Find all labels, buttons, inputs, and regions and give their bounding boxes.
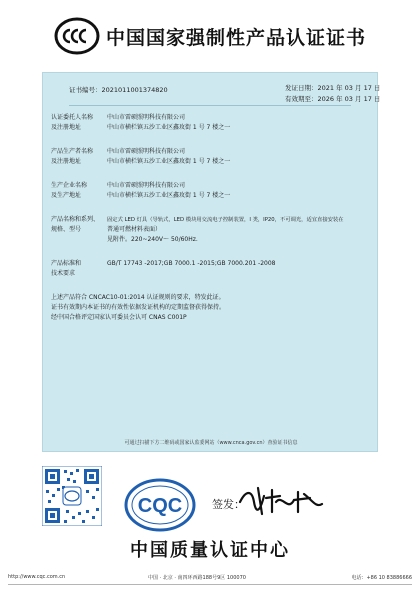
signatory-label: 签发： xyxy=(212,498,245,511)
producer-label: 产品生产者名称 xyxy=(51,148,94,155)
footer-divider xyxy=(8,584,412,585)
certificate-number-value: 2021011001374820 xyxy=(101,86,168,94)
producer-name: 中山市雷硕照明科技有限公司 xyxy=(107,148,186,155)
factory-address: 中山市横栏镇五沙工业区鑫玫街 1 号 7 楼之一 xyxy=(107,192,231,199)
certificate-dates xyxy=(285,83,380,105)
divider xyxy=(69,105,351,106)
qr-code-icon xyxy=(42,466,102,526)
ccc-mark-icon xyxy=(54,13,100,59)
statement-line-3: 经中国合格评定国家认可委员会认可 CNAS C001P xyxy=(51,314,187,321)
technical-requirement-label: 技术要求 xyxy=(51,270,76,277)
product-description-1: 固定式 LED 灯具（导轨式，LED 模块用交流电子控制装置，I 类，IP20，不可调光，适宜直接安装在 xyxy=(107,217,344,223)
certification-statement xyxy=(51,293,371,323)
product-description-2: 普通可燃材料表面） xyxy=(107,226,162,233)
statement-line-1: 上述产品符合 CNCAC10-01:2014 认证规则的要求，特发此证。 xyxy=(51,294,225,301)
document-title: 中国国家强制性产品认证证书 xyxy=(105,26,366,49)
organization-address: 中国 · 北京 · 南四环西路188号9区 100070 xyxy=(148,575,246,581)
handwritten-signature xyxy=(236,482,326,518)
valid-until: 2026 年 03 月 17 日 xyxy=(317,95,381,103)
product-model-label: 规格、型号 xyxy=(51,226,82,233)
verification-note: 可通过扫描下方二维码或国家认监委网站（www.cnca.gov.cn）查验证书信息 xyxy=(124,440,298,446)
issuing-organization: 中国质量认证中心 xyxy=(130,540,290,561)
standards-value: GB/T 17743 -2017;GB 7000.1 -2015;GB 7000.201 -2008 xyxy=(107,260,276,267)
producer-address-label: 及注册地址 xyxy=(51,158,82,165)
organization-phone: 电话：+86 10 83886666 xyxy=(351,575,412,581)
applicant-address: 中山市横栏镇五沙工业区鑫玫街 1 号 7 楼之一 xyxy=(107,124,231,131)
applicant-name: 中山市雷硕照明科技有限公司 xyxy=(107,114,186,121)
product-description-3: 见附件。220~240V～ 50/60Hz. xyxy=(107,236,198,243)
product-label: 产品名称和系列、 xyxy=(51,216,100,223)
certificate-number-label: 证书编号： xyxy=(69,86,102,94)
issue-date-label: 发证日期： xyxy=(285,84,318,92)
cqc-logo-text: CQC xyxy=(137,495,183,517)
factory-label: 生产企业名称 xyxy=(51,182,88,189)
issue-date: 2021 年 03 月 17 日 xyxy=(317,84,381,92)
producer-address: 中山市横栏镇五沙工业区鑫玫街 1 号 7 楼之一 xyxy=(107,158,231,165)
website-link[interactable]: http://www.cqc.com.cn xyxy=(8,574,66,580)
valid-until-label: 有效期至： xyxy=(285,95,318,103)
header xyxy=(0,0,420,72)
applicant-label: 认证委托人名称 xyxy=(51,114,94,121)
statement-line-2: 证书有效期内本证书的有效性依据发证机构的定期监督获得保持。 xyxy=(51,304,226,311)
cqc-logo-icon xyxy=(124,478,196,532)
applicant-address-label: 及注册地址 xyxy=(51,124,82,131)
factory-address-label: 及生产地址 xyxy=(51,192,82,199)
certificate-number xyxy=(69,85,168,94)
certificate-panel xyxy=(42,72,381,452)
standard-label: 产品标准和 xyxy=(51,260,82,267)
factory-name: 中山市雷硕照明科技有限公司 xyxy=(107,182,186,189)
